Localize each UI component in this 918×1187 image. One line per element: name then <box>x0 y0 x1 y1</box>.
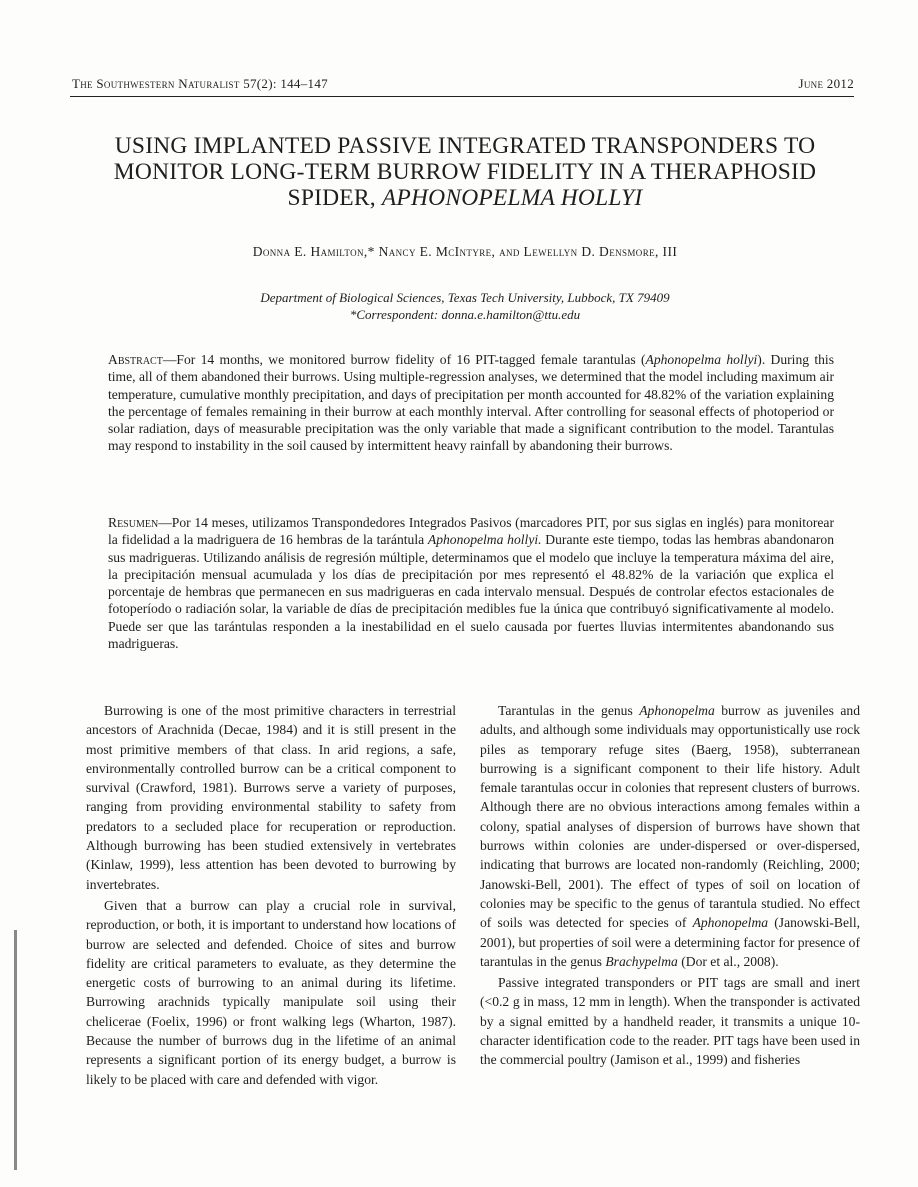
issue-date: June 2012 <box>798 76 854 91</box>
body-paragraph: Passive integrated transponders or PIT tags are small and inert (<0.2 g in mass, 12 mm in length). When the transponder is activated by a signal emitted by a handheld reader, it transmits a unique 10-character identification code to the reader. PIT tags have been used in the commercial poultry (Jamison et al., 1999) and fisheries <box>480 975 860 1068</box>
abstract-text-1: —For 14 months, we monitored burrow fidelity of 16 PIT-tagged female tarantulas ( <box>162 352 646 367</box>
affiliation <box>70 289 860 323</box>
journal-citation: The Southwestern Naturalist 57(2): 144–147 <box>72 76 328 91</box>
genus-name: Aphonopelma <box>639 703 715 718</box>
abstract-label: Abstract <box>108 352 163 367</box>
body-column-right <box>480 701 860 1070</box>
text-run: (Janowski-Bell, 2001), but properties of soil were a determining factor for presence of tarantulas in the genus <box>480 915 860 969</box>
header-rule <box>70 96 854 97</box>
abstract-text-2: ). During this time, all of them abandoned their burrows. Using multiple-regression analyses, we determined that the model including maximum air temperature, cumulative monthly precipitation, and days of precipitation per month accounted for 48.82% of the variation explaining the percentage of females remaining in their burrow at each monthly interval. After controlling for seasonal effects of photoperiod or solar radiation, days of measurable precipitation was the only variable that made a significant contribution to the model. Tarantulas may respond to instability in the soil caused by intermittent heavy rainfall by abandoning their burrows. <box>108 352 834 454</box>
body-paragraph: Burrowing is one of the most primitive characters in terrestrial ancestors of Arachnida (Decae, 1984) and it is still present in the most primitive members of that class. In arid regions, a safe, environmentally controlled burrow can be a critical component to survival (Crawford, 1981). Burrows serve a variety of purposes, ranging from providing environmental stability to safety from predators to a secluded place for recuperation or reproduction. Although burrowing has been studied extensively in vertebrates (Kinlaw, 1999), less attention has been devoted to burrowing by invertebrates. <box>86 703 456 892</box>
author-list: Donna E. Hamilton,* Nancy E. McIntyre, and Lewellyn D. Densmore, III <box>252 244 678 259</box>
resumen-text-2: Durante este tiempo, todas las hembras abandonaron sus madrigueras. Utilizando análisis de regresión múltiple, determinamos que el modelo que incluye la temperatura máxima del aire, la precipitación mensual acumulada y los días de precipitación por mes representó el 48.82% de la variación que explica el porcentaje de hembras que permanecen en sus madrigueras en cada intervalo mensual. Después de controlar efectos estacionales de fotoperíodo o radiación solar, la variable de días de precipitación medibles fue la única que contribuyó significativamente al modelo. Puede ser que las tarántulas responden a la inestabilidad en el suelo causada por fuertes lluvias intermitentes abandonando sus madrigueras. <box>108 532 834 652</box>
genus-name: Aphonopelma <box>692 915 769 931</box>
resumen-species: Aphonopelma hollyi. <box>427 532 542 548</box>
scan-page-edge <box>14 930 17 1170</box>
text-run: (Dor et al., 2008). <box>677 953 779 969</box>
title-line-3-prefix: SPIDER, <box>287 185 382 211</box>
department: Department of Biological Sciences, Texas Tech University, Lubbock, TX 79409 <box>260 290 670 305</box>
running-head <box>72 76 854 92</box>
abstract-english <box>108 351 834 455</box>
resumen-text-1: —Por 14 meses, utilizamos Transpondedores Integrados Pasivos (marcadores PIT, por sus siglas en inglés) para monitorear la fidelidad a la madriguera de 16 hembras de la tarántula <box>108 515 834 548</box>
correspondent-email: *Correspondent: donna.e.hamilton@ttu.edu <box>349 307 581 322</box>
text-run: Tarantulas in the genus <box>498 703 640 718</box>
abstract-species: Aphonopelma hollyi <box>645 352 758 367</box>
title-line-2: MONITOR LONG-TERM BURROW FIDELITY IN A THERAPHOSID <box>113 159 817 185</box>
title-line-1: USING IMPLANTED PASSIVE INTEGRATED TRANSPONDERS TO <box>114 133 816 159</box>
title-line-3 <box>70 185 860 211</box>
abstract-spanish <box>108 514 834 652</box>
body-paragraph <box>480 701 860 971</box>
title-species: APHONOPELMA HOLLYI <box>381 185 643 211</box>
body-column-left <box>86 701 456 1089</box>
genus-name: Brachypelma <box>605 953 678 969</box>
text-run: burrow as juveniles and adults, and although some individuals may opportunistically use rock piles as temporary refuge sites (Baerg, 1958), subterranean burrowing is a significant component to their life history. Adult female tarantulas occur in colonies that represent clusters of burrows. Although there are no obvious interactions among females within a colony, spatial analyses of dispersion of burrows have shown that burrows within colonies are under-dispersed or over-dispersed, indicating that burrows are located non-randomly (Reichling, 2000; Janowski-Bell, 2001). The effect of types of soil on location of colonies may be specific to the genus of tarantula studied. No effect of soils was detected for species of <box>480 703 860 931</box>
body-paragraph: Given that a burrow can play a crucial role in survival, reproduction, or both, it is important to understand how locations of burrow are selected and defended. Choice of sites and burrow fidelity are critical parameters to evaluate, as they determine the energetic costs of burrowing to an animal during its lifetime. Burrowing arachnids typically manipulate soil using their chelicerae (Foelix, 1996) or front walking legs (Wharton, 1987). Because the number of burrows dug in the lifetime of an animal represents a significant portion of its energy budget, a burrow is likely to be placed with care and defended with vigor. <box>86 897 456 1087</box>
article-title <box>70 133 860 211</box>
resumen-label: Resumen <box>108 515 159 530</box>
